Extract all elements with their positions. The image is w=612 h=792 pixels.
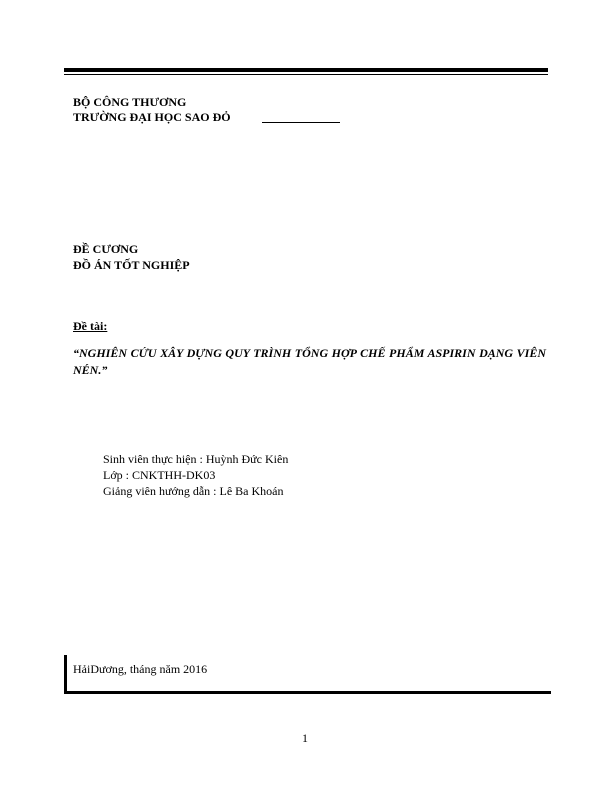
outline-title: ĐỀ CƯƠNG (73, 242, 139, 256)
school-underline (262, 122, 340, 123)
advisor-info: Giảng viên hướng dẫn : Lê Ba Khoán (103, 484, 284, 498)
class-info: Lớp : CNKTHH-DK03 (103, 468, 216, 482)
place-date: HảiDương, tháng năm 2016 (73, 662, 208, 676)
project-title: ĐỒ ÁN TỐT NGHIỆP (73, 258, 190, 272)
topic-label: Đề tài: (73, 319, 108, 333)
topic-title: “NGHIÊN CỨU XÂY DỰNG QUY TRÌNH TỔNG HỢP CHẾ PHẨM ASPIRIN DẠNG VIÊN NÉN.” (73, 346, 546, 377)
ministry-name: BỘ CÔNG THƯƠNG (73, 95, 187, 109)
page-number: 1 (302, 731, 308, 745)
school-name: TRƯỜNG ĐẠI HỌC SAO ĐỎ (73, 110, 231, 124)
student-info: Sinh viên thực hiện : Huỳnh Đức Kiên (103, 452, 289, 466)
top-rule-thick (64, 68, 548, 72)
top-rule-thin (64, 74, 548, 75)
